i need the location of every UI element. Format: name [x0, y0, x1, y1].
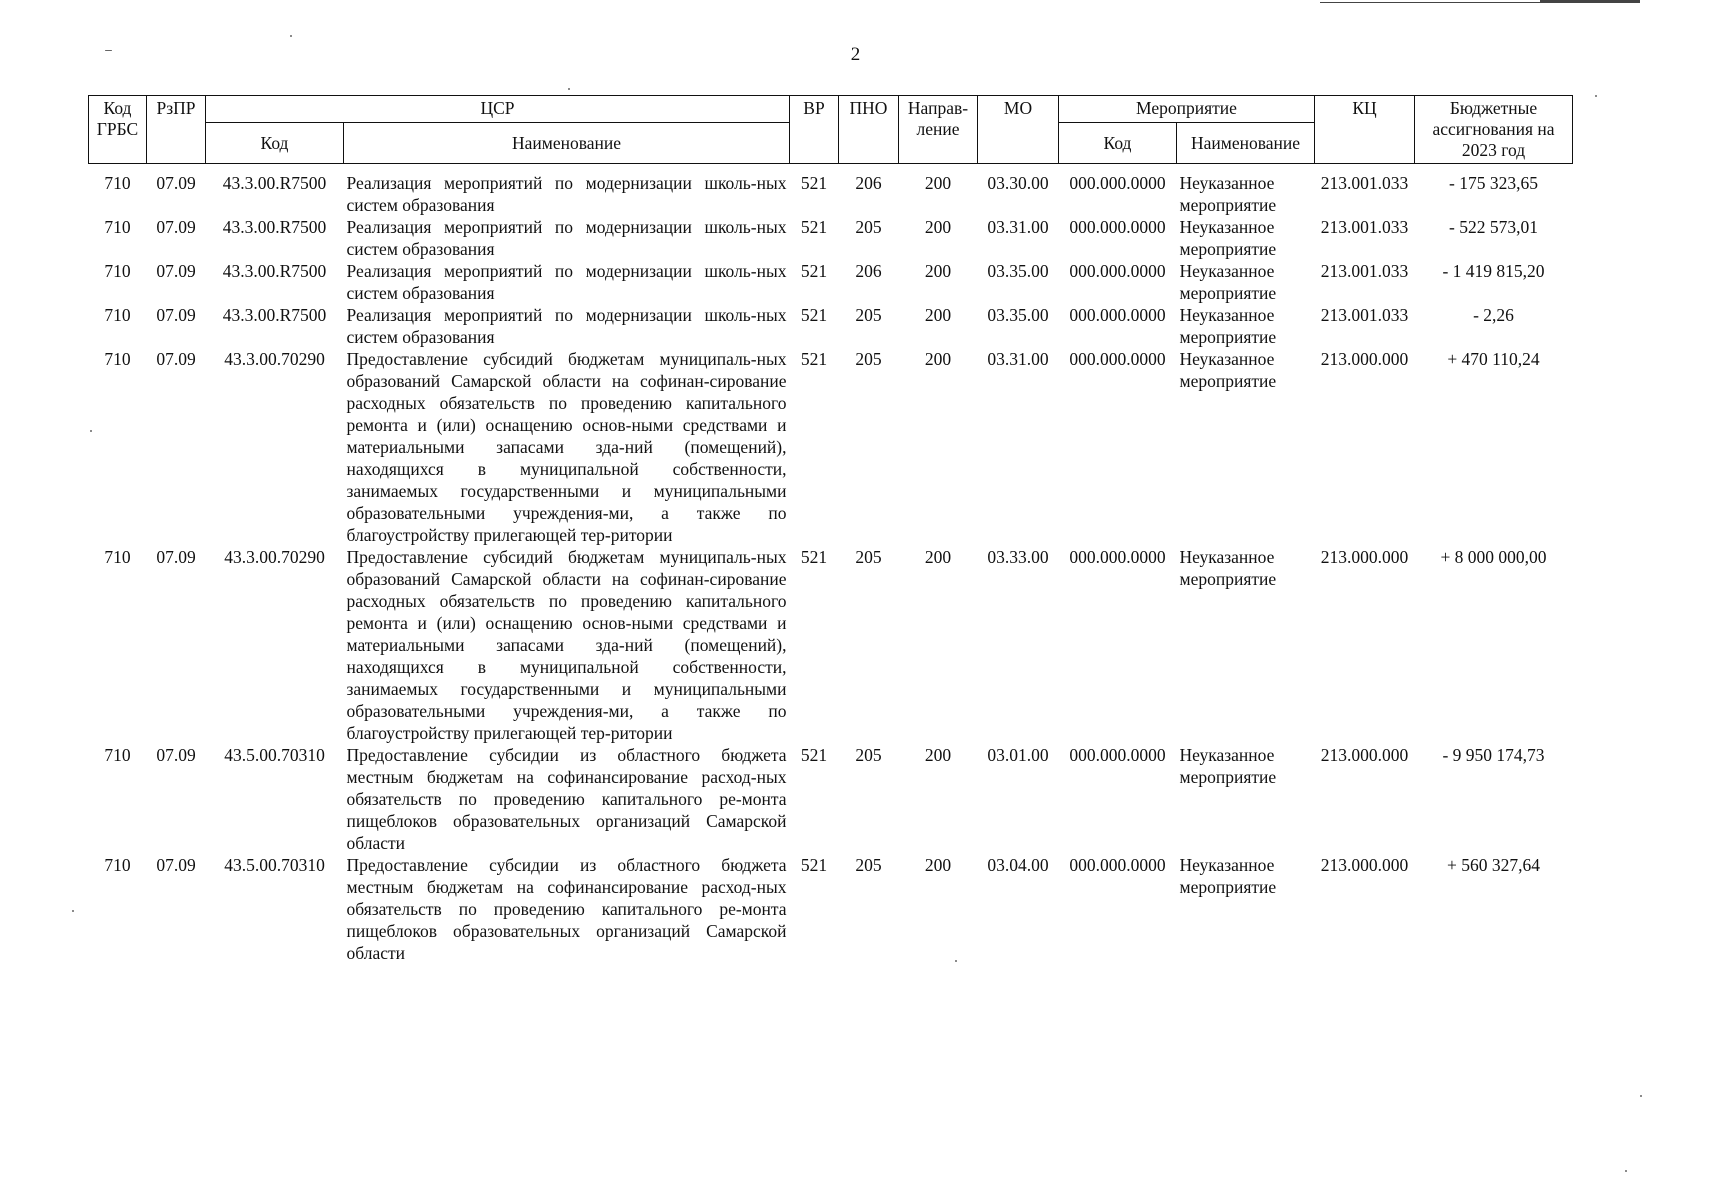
- cell-vr: 521: [800, 173, 828, 193]
- cell-grbs: 710: [104, 745, 131, 765]
- cell-csr-kod: 43.3.00.R7500: [222, 217, 327, 237]
- cell-csr-kod: 43.5.00.70310: [224, 855, 325, 875]
- header-kod-grbs: Код ГРБС: [89, 96, 147, 164]
- table-row: [89, 260, 1573, 304]
- cell-amount: - 1 419 815,20: [1442, 261, 1545, 281]
- cell-vr: 521: [800, 261, 828, 281]
- scan-speck: [1625, 1170, 1627, 1172]
- cell-mer-name: Неуказанное мероприятие: [1179, 305, 1277, 347]
- cell-grbs: 710: [104, 217, 131, 237]
- header-budget: Бюджетные ассигнования на 2023 год: [1415, 96, 1573, 164]
- header-mo: МО: [978, 96, 1059, 164]
- cell-mo: 03.35.00: [987, 305, 1049, 325]
- scan-artifact-line: [1540, 0, 1640, 2]
- cell-csr-name: Реализация мероприятий по модернизации школь-ных систем образования: [346, 173, 787, 215]
- cell-csr-name: Предоставление субсидии из областного бюджета местным бюджетам на софинансирование расход-ных обязательств по проведению капитального ре-монта пищеблоков образовательных организаций Самарской области: [346, 855, 787, 963]
- cell-csr-kod: 43.3.00.70290: [224, 349, 325, 369]
- cell-rzpr: 07.09: [156, 745, 196, 765]
- table-row: [89, 854, 1573, 964]
- cell-mer-name: Неуказанное мероприятие: [1179, 547, 1277, 589]
- cell-vr: 521: [800, 855, 828, 875]
- cell-kc: 213.000.000: [1320, 547, 1409, 567]
- cell-mer-name: Неуказанное мероприятие: [1179, 855, 1277, 897]
- cell-mo: 03.31.00: [987, 349, 1049, 369]
- cell-rzpr: 07.09: [156, 855, 196, 875]
- header-pno: ПНО: [839, 96, 899, 164]
- header-mer-kod: Код: [1059, 123, 1177, 164]
- cell-kc: 213.000.000: [1320, 349, 1409, 369]
- table-row: [89, 744, 1573, 854]
- cell-mo: 03.01.00: [987, 745, 1049, 765]
- cell-vr: 521: [800, 745, 828, 765]
- cell-amount: + 470 110,24: [1447, 349, 1540, 369]
- cell-mer-kod: 000.000.0000: [1069, 261, 1166, 281]
- cell-csr-kod: 43.3.00.70290: [224, 547, 325, 567]
- header-meropriyatie: Мероприятие: [1059, 96, 1315, 123]
- table-row: [89, 546, 1573, 744]
- budget-table: [88, 95, 1573, 964]
- cell-pno: 205: [855, 217, 882, 237]
- cell-mer-name: Неуказанное мероприятие: [1179, 349, 1277, 391]
- cell-csr-name: Предоставление субсидии из областного бюджета местным бюджетам на софинансирование расход-ных обязательств по проведению капитального ре-монта пищеблоков образовательных организаций Самарской области: [346, 745, 787, 853]
- cell-mer-kod: 000.000.0000: [1069, 349, 1166, 369]
- cell-csr-kod: 43.5.00.70310: [224, 745, 325, 765]
- cell-napravlenie: 200: [924, 855, 952, 875]
- cell-amount: + 560 327,64: [1447, 855, 1540, 875]
- header-mer-name: Наименование: [1177, 123, 1315, 164]
- cell-amount: - 9 950 174,73: [1442, 745, 1545, 765]
- cell-pno: 206: [855, 173, 882, 193]
- cell-mo: 03.35.00: [987, 261, 1049, 281]
- cell-amount: + 8 000 000,00: [1440, 547, 1547, 567]
- cell-grbs: 710: [104, 349, 131, 369]
- cell-mo: 03.33.00: [987, 547, 1049, 567]
- table-row: [89, 216, 1573, 260]
- cell-amount: - 2,26: [1473, 305, 1514, 325]
- scan-speck: [72, 910, 74, 912]
- cell-mer-kod: 000.000.0000: [1069, 745, 1166, 765]
- cell-csr-name: Реализация мероприятий по модернизации школь-ных систем образования: [346, 217, 787, 259]
- cell-mo: 03.04.00: [987, 855, 1049, 875]
- cell-pno: 205: [855, 745, 882, 765]
- cell-kc: 213.000.000: [1320, 855, 1409, 875]
- cell-mer-kod: 000.000.0000: [1069, 305, 1166, 325]
- scan-speck: [290, 35, 292, 37]
- cell-csr-kod: 43.3.00.R7500: [222, 173, 327, 193]
- cell-csr-name: Реализация мероприятий по модернизации школь-ных систем образования: [346, 261, 787, 303]
- header-vr: ВР: [790, 96, 839, 164]
- cell-napravlenie: 200: [924, 261, 952, 281]
- cell-vr: 521: [800, 305, 828, 325]
- cell-vr: 521: [800, 217, 828, 237]
- cell-mer-kod: 000.000.0000: [1069, 217, 1166, 237]
- cell-grbs: 710: [104, 261, 131, 281]
- cell-mer-name: Неуказанное мероприятие: [1179, 745, 1277, 787]
- cell-kc: 213.001.033: [1320, 173, 1409, 193]
- cell-mer-name: Неуказанное мероприятие: [1179, 173, 1277, 215]
- cell-mo: 03.30.00: [987, 173, 1049, 193]
- cell-rzpr: 07.09: [156, 261, 196, 281]
- cell-grbs: 710: [104, 173, 131, 193]
- cell-grbs: 710: [104, 305, 131, 325]
- cell-kc: 213.001.033: [1320, 261, 1409, 281]
- header-napravlenie: Направ-ление: [899, 96, 978, 164]
- cell-rzpr: 07.09: [156, 349, 196, 369]
- cell-pno: 206: [855, 261, 882, 281]
- header-rzpr: РзПР: [147, 96, 206, 164]
- cell-csr-kod: 43.3.00.R7500: [222, 305, 327, 325]
- scan-speck: [1595, 95, 1597, 97]
- cell-kc: 213.001.033: [1320, 305, 1409, 325]
- cell-pno: 205: [855, 855, 882, 875]
- table-body: [89, 164, 1573, 965]
- cell-csr-name: Предоставление субсидий бюджетам муниципаль-ных образований Самарской области на софинан-сирование расходных обязательств по проведению капитального ремонта и (или) оснащению основ-ными средствами и материальными запасами зда-ний (помещений), находящихся в муниципальной собственности, занимаемых государственными и муниципальными образовательными учреждения-ми, а также по благоустройству прилегающей тер-ритории: [346, 349, 787, 545]
- cell-mer-name: Неуказанное мероприятие: [1179, 261, 1277, 303]
- table-row: [89, 164, 1573, 217]
- cell-rzpr: 07.09: [156, 547, 196, 567]
- cell-napravlenie: 200: [924, 349, 952, 369]
- cell-mer-kod: 000.000.0000: [1069, 855, 1166, 875]
- cell-napravlenie: 200: [924, 305, 952, 325]
- cell-csr-kod: 43.3.00.R7500: [222, 261, 327, 281]
- table-row: [89, 348, 1573, 546]
- header-csr-kod: Код: [206, 123, 344, 164]
- cell-napravlenie: 200: [924, 547, 952, 567]
- cell-kc: 213.000.000: [1320, 745, 1409, 765]
- cell-kc: 213.001.033: [1320, 217, 1409, 237]
- page-number: 2: [850, 44, 861, 65]
- header-csr: ЦСР: [206, 96, 790, 123]
- cell-pno: 205: [855, 349, 882, 369]
- cell-csr-name: Предоставление субсидий бюджетам муниципаль-ных образований Самарской области на софинан-сирование расходных обязательств по проведению капитального ремонта и (или) оснащению основ-ными средствами и материальными запасами зда-ний (помещений), находящихся в муниципальной собственности, занимаемых государственными и муниципальными образовательными учреждения-ми, а также по благоустройству прилегающей тер-ритории: [346, 547, 787, 743]
- cell-grbs: 710: [104, 855, 131, 875]
- cell-pno: 205: [855, 547, 882, 567]
- cell-pno: 205: [855, 305, 882, 325]
- cell-napravlenie: 200: [924, 745, 952, 765]
- cell-amount: - 522 573,01: [1449, 217, 1538, 237]
- cell-mer-kod: 000.000.0000: [1069, 173, 1166, 193]
- cell-mer-name: Неуказанное мероприятие: [1179, 217, 1277, 259]
- cell-csr-name: Реализация мероприятий по модернизации школь-ных систем образования: [346, 305, 787, 347]
- scan-speck: [1640, 1095, 1642, 1097]
- cell-rzpr: 07.09: [156, 217, 196, 237]
- cell-grbs: 710: [104, 547, 131, 567]
- cell-rzpr: 07.09: [156, 173, 196, 193]
- cell-amount: - 175 323,65: [1449, 173, 1538, 193]
- table-header: [89, 96, 1573, 164]
- cell-vr: 521: [800, 349, 828, 369]
- table-row: [89, 304, 1573, 348]
- header-csr-name: Наименование: [344, 123, 790, 164]
- cell-napravlenie: 200: [924, 217, 952, 237]
- cell-mo: 03.31.00: [987, 217, 1049, 237]
- cell-napravlenie: 200: [924, 173, 952, 193]
- cell-mer-kod: 000.000.0000: [1069, 547, 1166, 567]
- scan-speck: [568, 88, 570, 90]
- cell-rzpr: 07.09: [156, 305, 196, 325]
- header-kc: КЦ: [1315, 96, 1415, 164]
- scan-artifact-line: [1320, 2, 1640, 3]
- cell-vr: 521: [800, 547, 828, 567]
